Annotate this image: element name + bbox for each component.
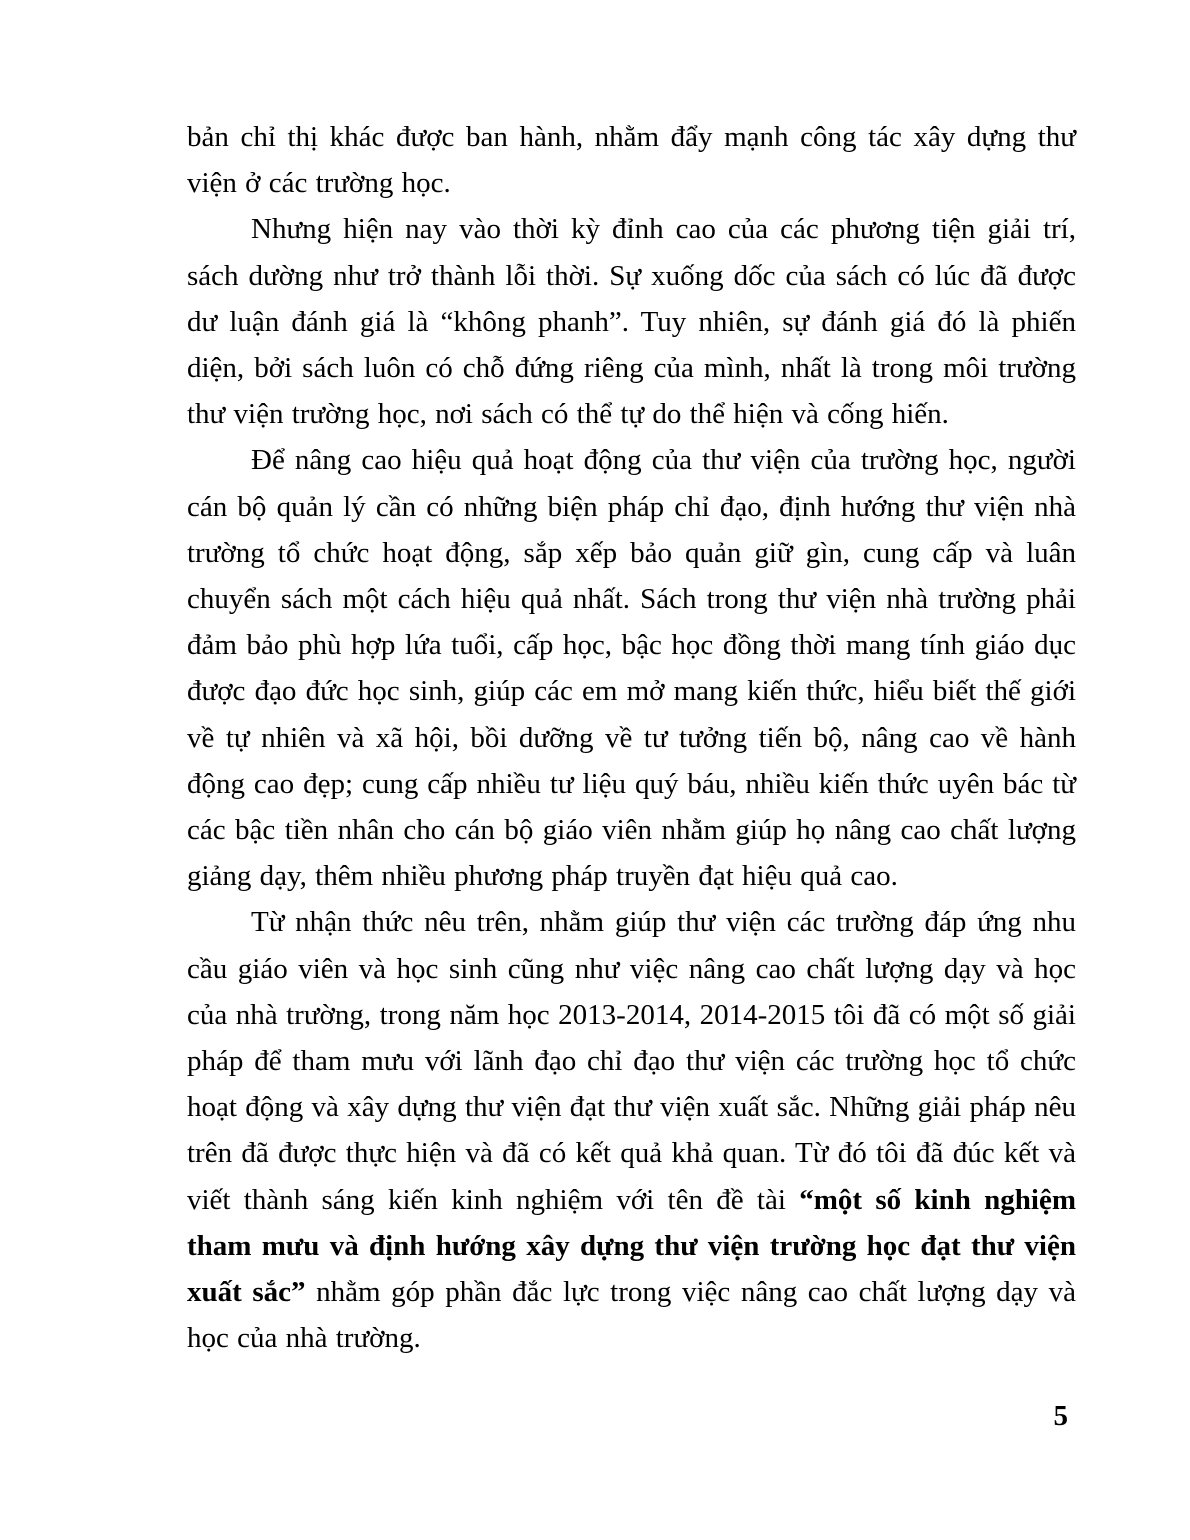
paragraph-text-before-title: Từ nhận thức nêu trên, nhằm giúp thư viện các trường đáp ứng nhu cầu giáo viên và học sinh cũng như việc nâng cao chất lượng dạy và học của nhà trường, trong năm học 2013-2014, 2014-2015 tôi đã có một số giải pháp để tham mưu với lãnh đạo chỉ đạo thư viện các trường học tổ chức hoạt động và xây dựng thư viện đạt thư viện xuất sắc. Những giải pháp nêu trên đã được thực hiện và đã có kết quả khả quan. Từ đó tôi đã đúc kết và viết thành sáng kiến kinh nghiệm với tên đề tài [187, 906, 1076, 1216]
paragraph-continuation: bản chỉ thị khác được ban hành, nhằm đẩy mạnh công tác xây dựng thư viện ở các trường học. [187, 121, 1076, 200]
report-title-phrase: “một số kinh nghiệm tham mưu và định hướng xây dựng thư viện trường học đạt thư viện xuất sắc” [187, 1183, 1076, 1309]
page-number: 5 [1053, 1400, 1068, 1432]
paragraph-text-after-title: nhằm góp phần đắc lực trong việc nâng cao chất lượng dạy và học của nhà trường. [187, 1276, 1076, 1355]
paragraph: Để nâng cao hiệu quả hoạt động của thư viện của trường học, người cán bộ quản lý cần có những biện pháp chỉ đạo, định hướng thư viện nhà trường tổ chức hoạt động, sắp xếp bảo quản giữ gìn, cung cấp và luân chuyển sách một cách hiệu quả nhất. Sách trong thư viện nhà trường phải đảm bảo phù hợp lứa tuổi, cấp học, bậc học đồng thời mang tính giáo dục được đạo đức học sinh, giúp các em mở mang kiến thức, hiểu biết thế giới về tự nhiên và xã hội, bồi dưỡng về tư tưởng tiến bộ, nâng cao về hành động cao đẹp; cung cấp nhiều tư liệu quý báu, nhiều kiến thức uyên bác từ các bậc tiền nhân cho cán bộ giáo viên nhằm giúp họ nâng cao chất lượng giảng dạy, thêm nhiều phương pháp truyền đạt hiệu quả cao. [187, 444, 1076, 893]
paragraph: Nhưng hiện nay vào thời kỳ đỉnh cao của các phương tiện giải trí, sách dường như trở thành lỗi thời. Sự xuống dốc của sách có lúc đã được dư luận đánh giá là “không phanh”. Tuy nhiên, sự đánh giá đó là phiến diện, bởi sách luôn có chỗ đứng riêng của mình, nhất là trong môi trường thư viện trường học, nơi sách có thể tự do thể hiện và cống hiến. [187, 213, 1076, 431]
text-body [187, 114, 1076, 1361]
paragraph-with-title [187, 899, 1076, 1361]
